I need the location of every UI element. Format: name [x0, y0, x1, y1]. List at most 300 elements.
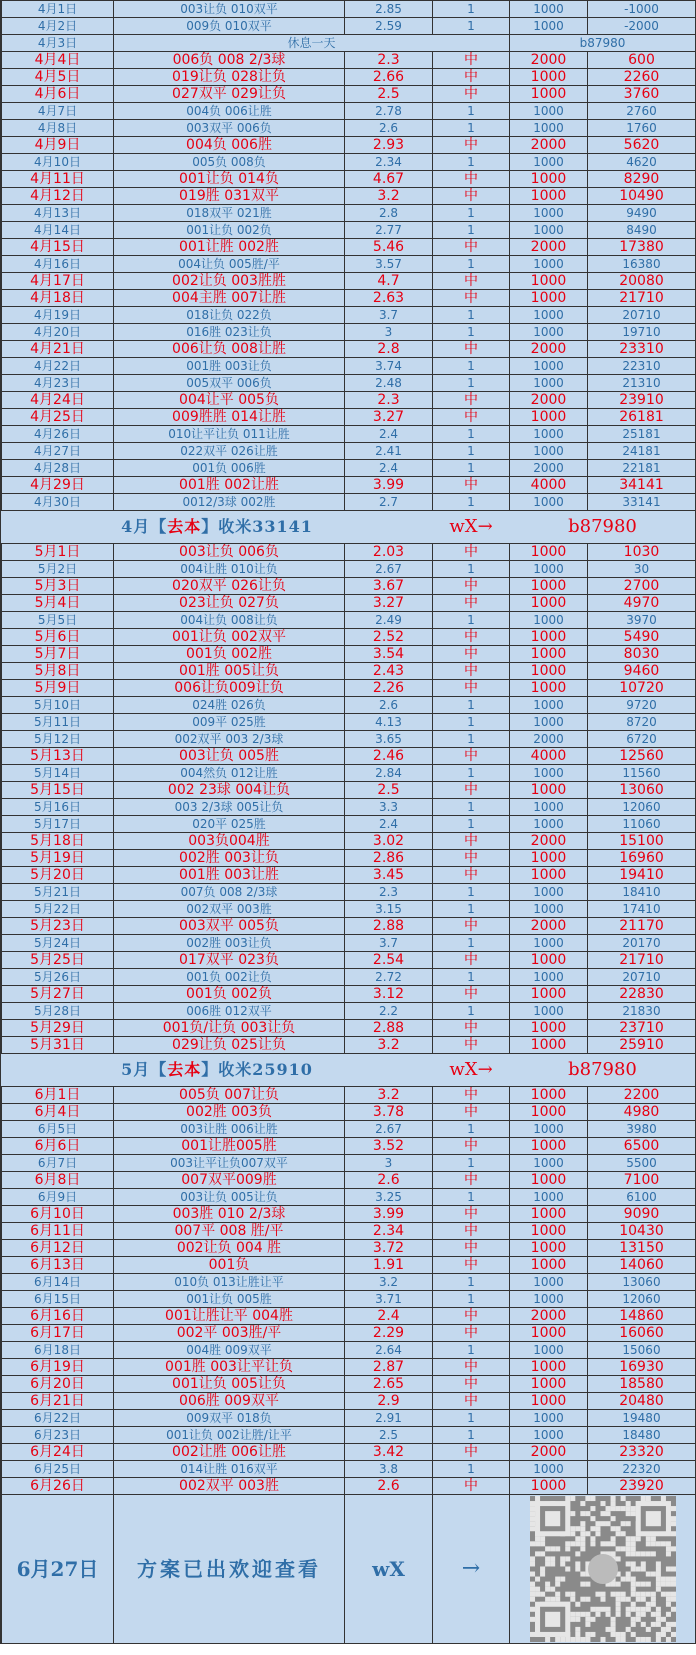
april-head-rows: [2, 1, 696, 35]
cell-stake: 1000: [510, 1037, 588, 1054]
table-row: [2, 171, 696, 188]
cell-stake: 2000: [510, 1308, 588, 1325]
cell-odds: 3.52: [345, 1138, 433, 1155]
cell-date: 5月8日: [2, 663, 114, 680]
cell-result: 1: [433, 375, 510, 392]
cell-date: 4月5日: [2, 69, 114, 86]
cell-balance: 20170: [588, 935, 696, 952]
cell-odds: 3.2: [345, 1037, 433, 1054]
cell-date: 5月12日: [2, 731, 114, 748]
table-row: [2, 1087, 696, 1104]
cell-balance: 10490: [588, 188, 696, 205]
cell-pick: 005负 008负: [114, 154, 345, 171]
cell-result: 中: [433, 171, 510, 188]
cell-result: 1: [433, 765, 510, 782]
cell-balance: 20480: [588, 1393, 696, 1410]
cell-result: 中: [433, 544, 510, 561]
cell-date: 4月16日: [2, 256, 114, 273]
cell-balance: 4970: [588, 595, 696, 612]
cell-balance: 2260: [588, 69, 696, 86]
cell-stake: 1000: [510, 1104, 588, 1121]
cell-odds: 2.63: [345, 290, 433, 307]
cell-odds: 2.48: [345, 375, 433, 392]
cell-date: 5月13日: [2, 748, 114, 765]
table-row: [2, 222, 696, 239]
cell-stake: 1000: [510, 1478, 588, 1495]
cell-date: 5月17日: [2, 816, 114, 833]
cell-pick: 002让负 003胜胜: [114, 273, 345, 290]
cell-balance: 2200: [588, 1087, 696, 1104]
cell-date: 5月11日: [2, 714, 114, 731]
cell-odds: 3.99: [345, 477, 433, 494]
cell-stake: 1000: [510, 1359, 588, 1376]
may-rows: [2, 544, 696, 1054]
cell-pick: 018双平 021胜: [114, 205, 345, 222]
cell-pick: 004胜 009双平: [114, 1342, 345, 1359]
cell-stake: 1000: [510, 1427, 588, 1444]
table-row: [2, 833, 696, 850]
cell-result: 中: [433, 477, 510, 494]
cell-balance: 2700: [588, 578, 696, 595]
table-row: [2, 595, 696, 612]
cell-pick: 001让胜让平 004胜: [114, 1308, 345, 1325]
cell-odds: 3.2: [345, 1274, 433, 1291]
table-row: [2, 1325, 696, 1342]
table-row: [2, 460, 696, 477]
cell-pick: 016胜 023让负: [114, 324, 345, 341]
cell-stake: 1000: [510, 816, 588, 833]
cell-pick: 004让负 008让负: [114, 612, 345, 629]
cell-pick: 003让胜 006让胜: [114, 1121, 345, 1138]
cell-balance: 20710: [588, 307, 696, 324]
cell-stake: 1000: [510, 256, 588, 273]
cell-date: 5月28日: [2, 1003, 114, 1020]
cell-stake: 1000: [510, 867, 588, 884]
table-row: [2, 1240, 696, 1257]
cell-date: 5月21日: [2, 884, 114, 901]
cell-date: 4月4日: [2, 52, 114, 69]
cell-odds: 2.6: [345, 1172, 433, 1189]
cell-balance: 20080: [588, 273, 696, 290]
cell-pick: 0012/3球 002胜: [114, 494, 345, 511]
cell-pick: 005负 007让负: [114, 1087, 345, 1104]
cell-pick: 002 23球 004让负: [114, 782, 345, 799]
cell-odds: 2.29: [345, 1325, 433, 1342]
table-row: [2, 375, 696, 392]
cell-result: 中: [433, 833, 510, 850]
cell-stake: 1000: [510, 86, 588, 103]
cell-odds: 2.86: [345, 850, 433, 867]
cell-balance: 19480: [588, 1410, 696, 1427]
cell-pick: 022双平 026让胜: [114, 443, 345, 460]
cell-balance: 22181: [588, 460, 696, 477]
table-row: [2, 86, 696, 103]
cell-result: 1: [433, 205, 510, 222]
cell-odds: 2.87: [345, 1359, 433, 1376]
cell-stake: 1000: [510, 171, 588, 188]
may-summary-wx: wX→: [433, 1054, 510, 1087]
cell-odds: 2.4: [345, 426, 433, 443]
cell-pick: 001胜 002让胜: [114, 477, 345, 494]
table-row: [2, 646, 696, 663]
cell-balance: 18480: [588, 1427, 696, 1444]
cell-result: 1: [433, 358, 510, 375]
cell-stake: 1000: [510, 986, 588, 1003]
cell-result: 1: [433, 697, 510, 714]
cell-pick: 003胜 010 2/3球: [114, 1206, 345, 1223]
cell-stake: 1000: [510, 324, 588, 341]
cell-pick: 001让负 005让负: [114, 1376, 345, 1393]
cell-balance: 24181: [588, 443, 696, 460]
cell-pick: 003让负 006负: [114, 544, 345, 561]
table-row: [2, 1308, 696, 1325]
cell-stake: 1000: [510, 1206, 588, 1223]
cell-pick: 001胜 003让胜: [114, 867, 345, 884]
cell-stake: 2000: [510, 239, 588, 256]
table-row: [2, 1020, 696, 1037]
cell-pick: 019胜 031双平: [114, 188, 345, 205]
cell-balance: 9090: [588, 1206, 696, 1223]
table-row: [2, 986, 696, 1003]
cell-balance: 5490: [588, 629, 696, 646]
cell-date: 5月3日: [2, 578, 114, 595]
cell-balance: 8490: [588, 222, 696, 239]
cell-balance: 23920: [588, 1478, 696, 1495]
cell-odds: 3: [345, 1155, 433, 1172]
cell-odds: 3.8: [345, 1461, 433, 1478]
cell-result: 中: [433, 595, 510, 612]
cell-pick: 004负 006让胜: [114, 103, 345, 120]
cell-balance: 4620: [588, 154, 696, 171]
cell-stake: 2000: [510, 52, 588, 69]
cell-balance: 15060: [588, 1342, 696, 1359]
cell-balance: 15100: [588, 833, 696, 850]
cell-odds: 2.6: [345, 697, 433, 714]
cell-balance: 17410: [588, 901, 696, 918]
cell-odds: 2.26: [345, 680, 433, 697]
cell-date: 4月10日: [2, 154, 114, 171]
cell-date: 4月20日: [2, 324, 114, 341]
cell-pick: 023让负 027负: [114, 595, 345, 612]
cell-result: 1: [433, 714, 510, 731]
cell-balance: 7100: [588, 1172, 696, 1189]
cell-odds: 2.9: [345, 1393, 433, 1410]
cell-odds: 2.67: [345, 1121, 433, 1138]
cell-pick: 002胜 003让负: [114, 935, 345, 952]
cell-result: 1: [433, 460, 510, 477]
table-row: [2, 120, 696, 137]
cell-pick: 001让负 002双平: [114, 629, 345, 646]
table-row: [2, 307, 696, 324]
table-row: [2, 1410, 696, 1427]
cell-odds: 2.52: [345, 629, 433, 646]
table-row: [2, 1393, 696, 1410]
cell-result: 1: [433, 1291, 510, 1308]
final-text: 方案已出欢迎查看: [114, 1495, 345, 1644]
cell-date: 5月24日: [2, 935, 114, 952]
table-row: [2, 918, 696, 935]
cell-result: 中: [433, 748, 510, 765]
cell-stake: 1000: [510, 646, 588, 663]
cell-odds: 3.7: [345, 307, 433, 324]
wechat-qr-code-icon[interactable]: [530, 1496, 676, 1642]
cell-odds: 2.78: [345, 103, 433, 120]
cell-date: 5月15日: [2, 782, 114, 799]
table-row: [2, 426, 696, 443]
cell-balance: 21710: [588, 290, 696, 307]
cell-result: 中: [433, 409, 510, 426]
cell-pick: 002让胜 006让胜: [114, 1444, 345, 1461]
cell-balance: 6500: [588, 1138, 696, 1155]
cell-pick: 004让胜 010让负: [114, 561, 345, 578]
cell-result: 1: [433, 935, 510, 952]
cell-balance: 6720: [588, 731, 696, 748]
cell-stake: 1000: [510, 561, 588, 578]
cell-stake: 2000: [510, 833, 588, 850]
cell-stake: 4000: [510, 477, 588, 494]
cell-odds: 3.25: [345, 1189, 433, 1206]
cell-pick: 006让负 008让胜: [114, 341, 345, 358]
cell-stake: 1000: [510, 595, 588, 612]
cell-odds: 2.93: [345, 137, 433, 154]
cell-pick: 006负 008 2/3球: [114, 52, 345, 69]
cell-date: 4月19日: [2, 307, 114, 324]
cell-date: 6月14日: [2, 1274, 114, 1291]
cell-result: 1: [433, 1461, 510, 1478]
cell-date: 4月7日: [2, 103, 114, 120]
cell-balance: 25910: [588, 1037, 696, 1054]
cell-odds: 3.42: [345, 1444, 433, 1461]
table-row: [2, 324, 696, 341]
cell-odds: 2.64: [345, 1342, 433, 1359]
table-row: [2, 1342, 696, 1359]
cell-pick: 009胜胜 014让胜: [114, 409, 345, 426]
cell-date: 5月25日: [2, 952, 114, 969]
cell-balance: 1030: [588, 544, 696, 561]
cell-result: 1: [433, 443, 510, 460]
cell-balance: 21830: [588, 1003, 696, 1020]
cell-odds: 1.91: [345, 1257, 433, 1274]
table-row: [2, 867, 696, 884]
cell-date: 6月25日: [2, 1461, 114, 1478]
table-row: [2, 188, 696, 205]
cell-date: 5月5日: [2, 612, 114, 629]
cell-odds: 3.12: [345, 986, 433, 1003]
cell-odds: 2.4: [345, 1308, 433, 1325]
cell-result: 中: [433, 188, 510, 205]
cell-date: 5月19日: [2, 850, 114, 867]
cell-date: 6月7日: [2, 1155, 114, 1172]
cell-stake: 1000: [510, 1223, 588, 1240]
cell-date: 6月6日: [2, 1138, 114, 1155]
cell-stake: 1000: [510, 1172, 588, 1189]
cell-date: 5月22日: [2, 901, 114, 918]
cell-stake: 1000: [510, 222, 588, 239]
cell-result: 中: [433, 1240, 510, 1257]
may-summary-id: b87980: [510, 1054, 696, 1087]
cell-odds: 2.54: [345, 952, 433, 969]
april-summary: [2, 511, 696, 544]
cell-date: 6月19日: [2, 1359, 114, 1376]
cell-date: 6月24日: [2, 1444, 114, 1461]
cell-stake: 1000: [510, 578, 588, 595]
cell-pick: 018让负 022负: [114, 307, 345, 324]
cell-pick: 003双平 005负: [114, 918, 345, 935]
cell-stake: 1000: [510, 884, 588, 901]
cell-stake: 1000: [510, 629, 588, 646]
cell-date: 4月28日: [2, 460, 114, 477]
cell-stake: 1000: [510, 1393, 588, 1410]
cell-odds: 3.65: [345, 731, 433, 748]
cell-stake: 1000: [510, 1087, 588, 1104]
cell-pick: 004主胜 007让胜: [114, 290, 345, 307]
cell-balance: 18410: [588, 884, 696, 901]
cell-balance: 3980: [588, 1121, 696, 1138]
cell-stake: 1000: [510, 663, 588, 680]
cell-date: 5月6日: [2, 629, 114, 646]
cell-pick: 003让负 005胜: [114, 748, 345, 765]
cell-odds: 2.34: [345, 1223, 433, 1240]
cell-result: 1: [433, 1189, 510, 1206]
cell-balance: 16380: [588, 256, 696, 273]
table-row: [2, 494, 696, 511]
cell-balance: 21310: [588, 375, 696, 392]
cell-date: 5月2日: [2, 561, 114, 578]
cell-odds: 2.3: [345, 52, 433, 69]
cell-odds: 2.3: [345, 392, 433, 409]
cell-odds: 4.67: [345, 171, 433, 188]
cell-pick: 002胜 003负: [114, 1104, 345, 1121]
cell-result: 1: [433, 18, 510, 35]
cell-date: 5月4日: [2, 595, 114, 612]
cell-stake: 1000: [510, 1291, 588, 1308]
table-row: [2, 748, 696, 765]
table-row: [2, 256, 696, 273]
cell-result: 中: [433, 341, 510, 358]
cell-pick: 003双平 006负: [114, 120, 345, 137]
cell-odds: 3.54: [345, 646, 433, 663]
cell-stake: 1000: [510, 1155, 588, 1172]
cell-odds: 2.6: [345, 1478, 433, 1495]
table-row: [2, 273, 696, 290]
cell-result: 中: [433, 273, 510, 290]
cell-odds: 2.46: [345, 748, 433, 765]
table-row: [2, 714, 696, 731]
cell-pick: 001负 002让负: [114, 969, 345, 986]
cell-pick: 003让平让负007双平: [114, 1155, 345, 1172]
cell-stake: 1000: [510, 154, 588, 171]
cell-result: 1: [433, 1342, 510, 1359]
cell-stake: 1000: [510, 1189, 588, 1206]
cell-balance: 12060: [588, 1291, 696, 1308]
cell-balance: 21710: [588, 952, 696, 969]
cell-balance: 14060: [588, 1257, 696, 1274]
table-row: [2, 1037, 696, 1054]
cell-date: 6月18日: [2, 1342, 114, 1359]
table-row: [2, 477, 696, 494]
cell-balance: 8030: [588, 646, 696, 663]
table-row: [2, 1291, 696, 1308]
cell-stake: 1000: [510, 680, 588, 697]
cell-result: 中: [433, 952, 510, 969]
cell-odds: 2.66: [345, 69, 433, 86]
cell-odds: 2.5: [345, 782, 433, 799]
cell-date: 6月23日: [2, 1427, 114, 1444]
table-row: [2, 52, 696, 69]
cell-result: 1: [433, 1003, 510, 1020]
cell-date: 6月12日: [2, 1240, 114, 1257]
cell-balance: 19710: [588, 324, 696, 341]
cell-result: 1: [433, 120, 510, 137]
april-summary-label: 4月【去本】收米33141: [2, 511, 433, 544]
cell-odds: 3.57: [345, 256, 433, 273]
cell-date: 6月5日: [2, 1121, 114, 1138]
cell-stake: 1000: [510, 1020, 588, 1037]
cell-pick: 001让胜 002胜: [114, 239, 345, 256]
cell-result: 中: [433, 1444, 510, 1461]
cell-stake: 2000: [510, 918, 588, 935]
cell-date: 4月25日: [2, 409, 114, 426]
cell-result: 1: [433, 1155, 510, 1172]
cell-date: 6月1日: [2, 1087, 114, 1104]
cell-pick: 002双平 003胜: [114, 1478, 345, 1495]
cell-pick: 001负 006胜: [114, 460, 345, 477]
cell-date: 6月17日: [2, 1325, 114, 1342]
cell-odds: 2.5: [345, 86, 433, 103]
cell-result: 中: [433, 1172, 510, 1189]
cell-stake: 1000: [510, 969, 588, 986]
table-row: [2, 1274, 696, 1291]
cell-odds: 3.27: [345, 409, 433, 426]
cell-odds: 3.99: [345, 1206, 433, 1223]
table-row: [2, 1461, 696, 1478]
cell-stake: 1000: [510, 1410, 588, 1427]
cell-stake: 1000: [510, 697, 588, 714]
cell-stake: 1000: [510, 494, 588, 511]
cell-date: 5月7日: [2, 646, 114, 663]
cell-pick: 003 2/3球 005让负: [114, 799, 345, 816]
cell-stake: 1000: [510, 18, 588, 35]
cell-odds: 2.91: [345, 1410, 433, 1427]
cell-date: 4月9日: [2, 137, 114, 154]
cell-date: 4月15日: [2, 239, 114, 256]
qr-cell: [510, 1495, 696, 1644]
cell-date: 6月4日: [2, 1104, 114, 1121]
cell-result: 1: [433, 324, 510, 341]
cell-stake: 1000: [510, 1376, 588, 1393]
cell-date: 5月10日: [2, 697, 114, 714]
cell-balance: 16060: [588, 1325, 696, 1342]
cell-balance: 3970: [588, 612, 696, 629]
cell-odds: 3.67: [345, 578, 433, 595]
cell-result: 1: [433, 816, 510, 833]
cell-date: 6月11日: [2, 1223, 114, 1240]
cell-balance: 12560: [588, 748, 696, 765]
cell-balance: 8290: [588, 171, 696, 188]
cell-result: 1: [433, 256, 510, 273]
cell-stake: 1000: [510, 1461, 588, 1478]
cell-date: 4月14日: [2, 222, 114, 239]
cell-stake: 1000: [510, 1325, 588, 1342]
cell-result: 1: [433, 222, 510, 239]
cell-balance: 12060: [588, 799, 696, 816]
cell-odds: 2.8: [345, 205, 433, 222]
cell-pick: 002让负 004 胜: [114, 1240, 345, 1257]
table-row: [2, 612, 696, 629]
cell-balance: 25181: [588, 426, 696, 443]
cell-odds: 3.72: [345, 1240, 433, 1257]
cell-balance: 600: [588, 52, 696, 69]
